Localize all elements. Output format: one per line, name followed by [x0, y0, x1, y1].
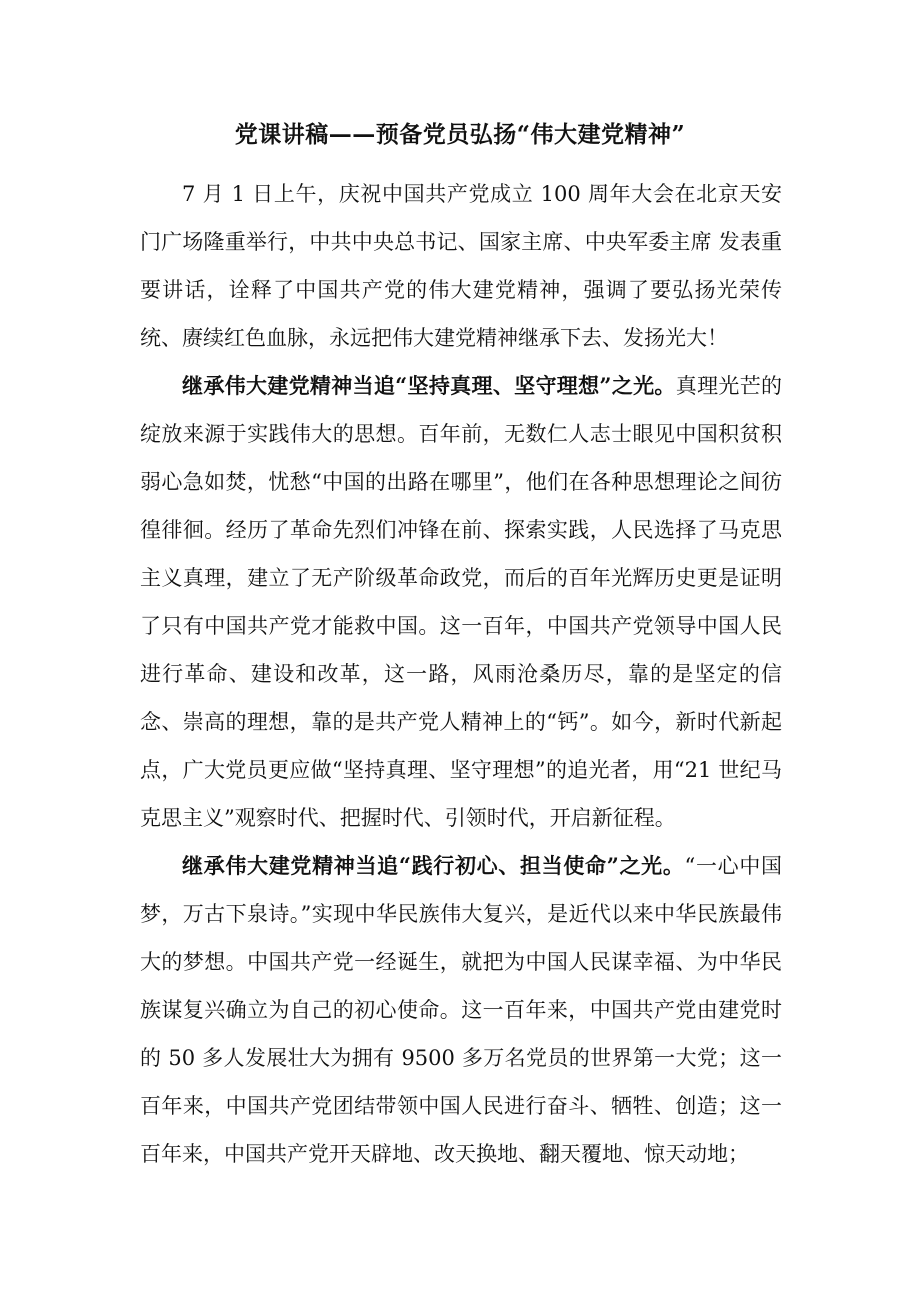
paragraph-intro [140, 170, 782, 362]
paragraph-text: “一心中国梦，万古下泉诗。”实现中华民族伟大复兴，是近代以来中华民族最伟大的梦想。中国共产党一经诞生，就把为中国人民谋幸福、为中华民族谋复兴确立为自己的初心使命。这一百年来，中国共产党由建党时的 50 多人发展壮大为拥有 9500 多万名党员的世界第一大党；这一百年来，中国共产党团结带领中国人民进行奋斗、牺牲、创造；这一百年来，中国共产党开天辟地、改天换地、翻天覆地、惊天动地； [140, 854, 782, 1166]
document-body [140, 170, 782, 1178]
document-title: 党课讲稿——预备党员弘扬“伟大建党精神” [234, 121, 686, 148]
paragraph-text: 真理光芒的绽放来源于实践伟大的思想。百年前，无数仁人志士眼见中国积贫积弱心急如焚，忧愁“中国的出路在哪里”，他们在各种思想理论之间彷徨徘徊。经历了革命先烈们冲锋在前、探索实践，人民选择了马克思主义真理，建立了无产阶级革命政党，而后的百年光辉历史更是证明了只有中国共产党才能救中国。这一百年，中国共产党领导中国人民进行革命、建设和改革，这一路，风雨沧桑历尽，靠的是坚定的信念、崇高的理想，靠的是共产党人精神上的“钙”。如今，新时代新起点，广大党员更应做“坚持真理、坚守理想”的追光者，用“21 世纪马克思主义”观察时代、把握时代、引领时代，开启新征程。 [140, 374, 783, 830]
paragraph-mission [140, 842, 782, 1178]
paragraph-lead: 继承伟大建党精神当追“践行初心、担当使命”之光。 [182, 853, 685, 878]
paragraph-truth-ideal [140, 362, 782, 842]
paragraph-lead: 继承伟大建党精神当追“坚持真理、坚守理想”之光。 [182, 373, 676, 398]
paragraph-text: 7 月 1 日上午，庆祝中国共产党成立 100 周年大会在北京天安门广场隆重举行，中共中央总书记、国家主席、中央军委主席 发表重要讲话，诠释了中国共产党的伟大建党精神，强调了要弘扬光荣传统、赓续红色血脉，永远把伟大建党精神继承下去、发扬光大！ [140, 182, 782, 350]
